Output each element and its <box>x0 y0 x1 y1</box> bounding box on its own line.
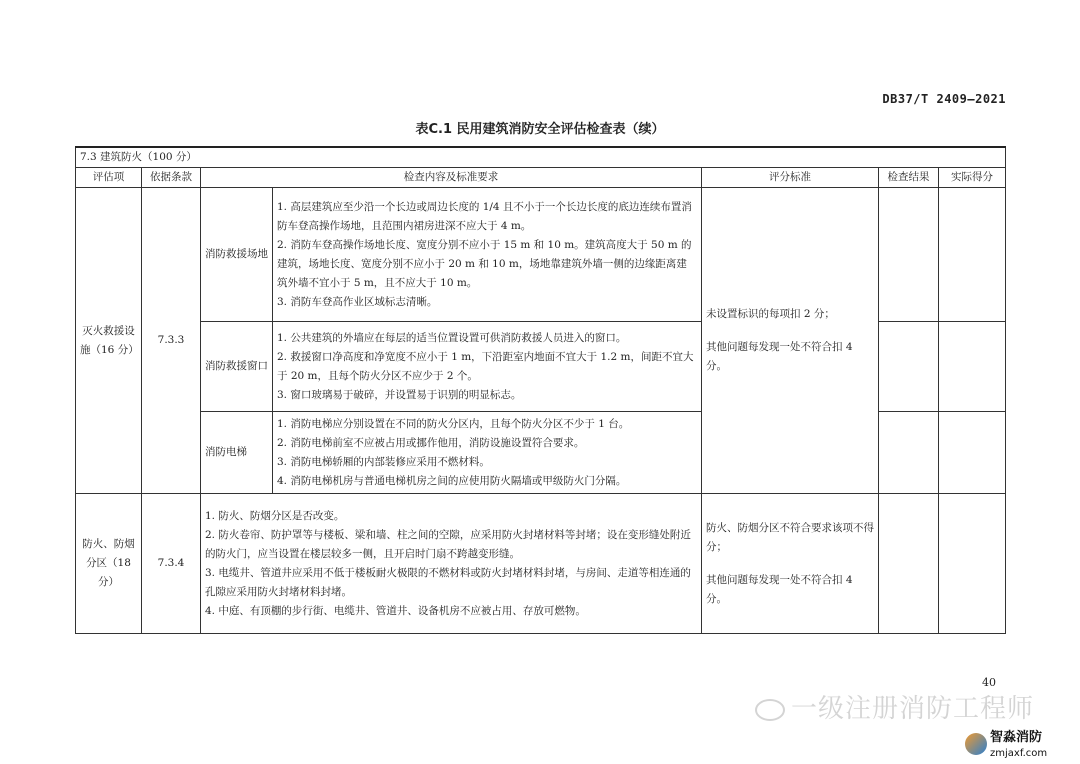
standard-number: DB37/T 2409—2021 <box>882 92 1006 106</box>
content-line: 2. 消防车登高操作场地长度、宽度分别不应小于 15 m 和 10 m。建筑高度大于 50 m 的建筑，场地长度、宽度分别不应小于 20 m 和 10 m，场地靠建筑外墙一侧的边缘距离建筑外墙不宜小于 5 m，且不应大于 10 m。 <box>277 238 692 289</box>
content-line: 2. 防火卷帘、防护罩等与楼板、梁和墙、柱之间的空隙，应采用防火封堵材料等封堵；设在变形缝处附近的防火门，应当设置在楼层较多一侧，且开启时门扇不跨越变形缝。 <box>205 528 691 560</box>
content-line: 3. 消防电梯轿厢的内部装修应采用不燃材料。 <box>277 455 490 468</box>
col-header: 实际得分 <box>939 168 1006 188</box>
content-cell <box>273 188 702 322</box>
content-line: 4. 中庭、有顶棚的步行街、电缆井、管道井、设备机房不应被占用、存放可燃物。 <box>205 604 586 617</box>
result-cell[interactable] <box>879 188 939 322</box>
score-cell[interactable] <box>939 494 1006 634</box>
col-header: 评分标准 <box>702 168 879 188</box>
sub-item: 消防电梯 <box>201 412 273 494</box>
result-cell[interactable] <box>879 412 939 494</box>
content-line: 3. 电缆井、管道井应采用不低于楼板耐火极限的不燃材料或防火封堵材料封堵，与房间、走道等相连通的孔隙应采用防火封堵材料封堵。 <box>205 566 691 598</box>
watermark <box>755 694 1034 724</box>
sub-item: 消防救援场地 <box>201 188 273 322</box>
content-line: 1. 消防电梯应分别设置在不同的防火分区内，且每个防火分区不少于 1 台。 <box>277 417 630 430</box>
section-header: 7.3 建筑防火（100 分） <box>76 147 1006 168</box>
criteria-cell <box>702 188 879 494</box>
result-cell[interactable] <box>879 494 939 634</box>
wechat-icon <box>755 699 785 721</box>
content-line: 2. 消防电梯前室不应被占用或挪作他用，消防设施设置符合要求。 <box>277 436 585 449</box>
criteria-line: 未设置标识的每项扣 2 分； <box>706 308 835 320</box>
watermark-text: 一级注册消防工程师 <box>791 694 1035 724</box>
table-title: 表C.1 民用建筑消防安全评估检查表（续） <box>415 122 665 137</box>
brand-logo-icon <box>965 733 987 755</box>
page-number: 40 <box>982 676 996 689</box>
content-line: 2. 救援窗口净高度和净宽度不应小于 1 m，下沿距室内地面不宜大于 1.2 m，间距不宜大于 20 m，且每个防火分区不应少于 2 个。 <box>277 350 694 382</box>
score-cell[interactable] <box>939 412 1006 494</box>
content-cell <box>273 322 702 412</box>
col-header: 评估项 <box>76 168 142 188</box>
content-line: 3. 消防车登高作业区域标志清晰。 <box>277 295 438 308</box>
criteria-line: 其他问题每发现一处不符合扣 4 分。 <box>706 573 853 605</box>
content-cell <box>201 494 702 634</box>
content-cell <box>273 412 702 494</box>
content-line: 1. 公共建筑的外墙应在每层的适当位置设置可供消防救援人员进入的窗口。 <box>277 331 627 344</box>
content-line: 1. 防火、防烟分区是否改变。 <box>205 509 345 522</box>
content-line: 4. 消防电梯机房与普通电梯机房之间的应使用防火隔墙或甲级防火门分隔。 <box>277 474 627 487</box>
evaluation-table <box>75 146 1006 634</box>
clause-cell: 7.3.4 <box>142 494 201 634</box>
col-header: 检查结果 <box>879 168 939 188</box>
clause-cell: 7.3.3 <box>142 188 201 494</box>
score-cell[interactable] <box>939 322 1006 412</box>
brand-url: zmjaxf.com <box>990 748 1048 759</box>
result-cell[interactable] <box>879 322 939 412</box>
criteria-line: 防火、防烟分区不符合要求该项不得分； <box>706 521 874 553</box>
item-cell: 灭火救援设施（16 分） <box>76 188 142 494</box>
criteria-cell <box>702 494 879 634</box>
score-cell[interactable] <box>939 188 1006 322</box>
sub-item: 消防救援窗口 <box>201 322 273 412</box>
criteria-line: 其他问题每发现一处不符合扣 4 分。 <box>706 341 853 372</box>
item-cell: 防火、防烟分区（18 分） <box>76 494 142 634</box>
brand-name: 智淼消防 <box>990 730 1043 745</box>
col-header: 检查内容及标准要求 <box>201 168 702 188</box>
col-header: 依据条款 <box>142 168 201 188</box>
content-line: 3. 窗口玻璃易于破碎，并设置易于识别的明显标志。 <box>277 388 522 401</box>
content-line: 1. 高层建筑应至少沿一个长边或周边长度的 1/4 且不小于一个长边长度的底边连续布置消防车登高操作场地，且范围内裙房进深不应大于 4 m。 <box>277 200 692 232</box>
